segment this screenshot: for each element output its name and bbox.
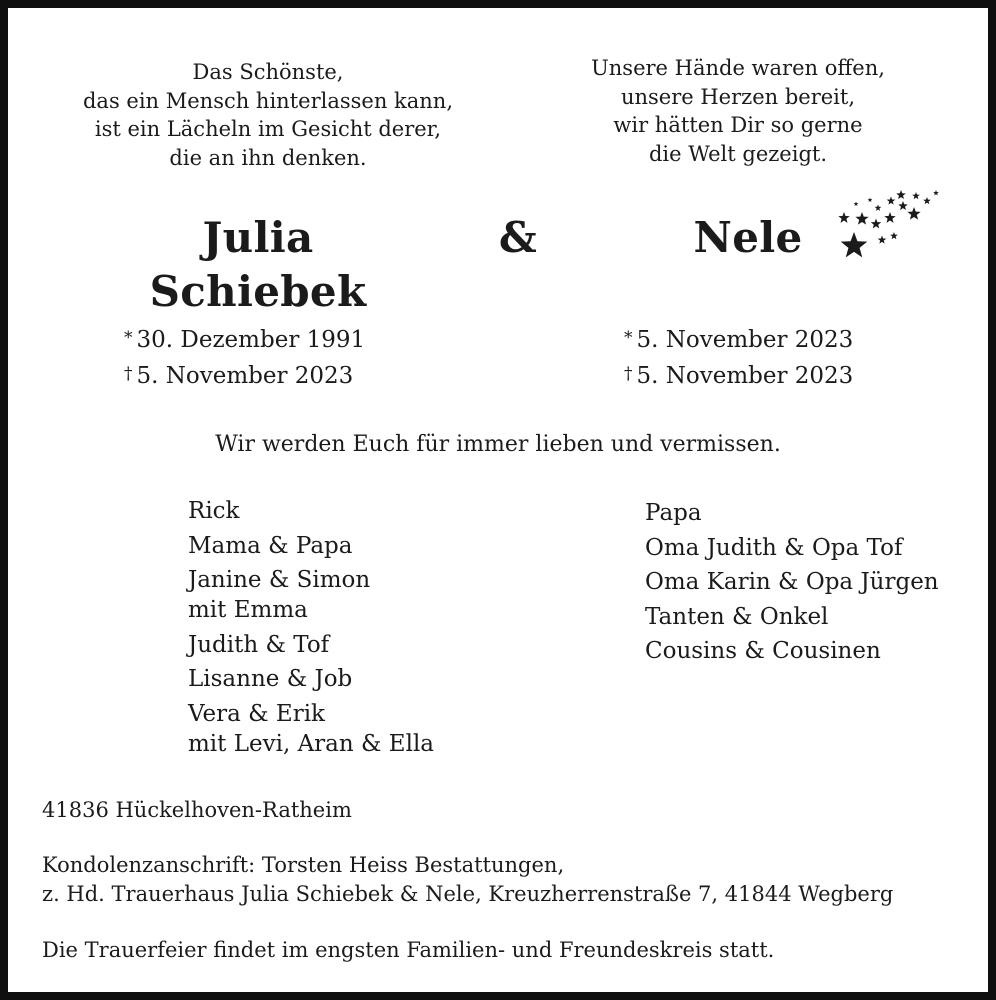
star-icon (841, 232, 868, 257)
mourners-left (188, 496, 434, 763)
list-item: Cousins & Cousinen (645, 638, 881, 664)
verse-right-line: unsere Herzen bereit, (620, 84, 856, 109)
death-date: 5. November 2023 (636, 363, 854, 389)
stars-icon (830, 184, 940, 264)
star-icon (912, 192, 920, 199)
birth-date-row (124, 321, 365, 357)
birth-date: 5. November 2023 (636, 327, 854, 353)
birth-symbol: * (624, 328, 633, 348)
star-icon (878, 236, 887, 244)
verse-right-line: die Welt gezeigt. (648, 141, 828, 166)
star-icon (871, 219, 881, 229)
star-icon (887, 197, 896, 205)
star-icon (854, 202, 859, 207)
condolence-line: z. Hd. Trauerhaus Julia Schiebek & Nele, Kreuzherrenstraße 7, 41844 Wegberg (42, 882, 894, 906)
star-icon (855, 212, 868, 225)
death-date: 5. November 2023 (136, 363, 354, 389)
verse-left-line: Das Schönste, (192, 60, 344, 84)
star-icon (907, 207, 920, 220)
ceremony-note: Die Trauerfeier findet im engsten Familien- und Freundeskreis statt. (42, 938, 775, 962)
ampersand: & (498, 213, 538, 262)
list-item: Janine & Simon mit Emma (188, 567, 371, 623)
star-icon (838, 212, 849, 223)
list-item: Oma Karin & Opa Jürgen (645, 569, 939, 595)
list-item: Tanten & Onkel (645, 603, 829, 630)
deceased-left-name (108, 211, 408, 319)
deceased-left-first-name: Julia (202, 213, 314, 262)
birth-date: 30. Dezember 1991 (136, 327, 366, 353)
star-icon (933, 190, 939, 195)
list-item: Vera & Erik mit Levi, Aran & Ella (188, 700, 435, 757)
farewell-message: Wir werden Euch für immer lieben und vermissen. (215, 432, 781, 457)
star-icon (896, 190, 906, 199)
star-icon (868, 198, 873, 203)
list-item: Lisanne & Job (188, 666, 353, 692)
death-date-row (624, 357, 853, 393)
verse-right-line: Unsere Hände waren offen, (591, 56, 885, 80)
verse-right (538, 54, 938, 168)
star-icon (884, 212, 895, 223)
verse-right-line: wir hätten Dir so gerne (613, 113, 863, 137)
death-symbol: † (124, 364, 133, 384)
star-icon (890, 232, 898, 239)
list-item: Judith & Tof (188, 631, 330, 658)
condolence-line: Kondolenzanschrift: Torsten Heiss Bestattungen, (42, 853, 565, 877)
verse-left (68, 58, 468, 172)
deceased-left-dates (124, 321, 365, 393)
death-symbol: † (624, 364, 633, 384)
death-date-row (124, 357, 365, 393)
star-icon (875, 205, 882, 211)
verse-left-line: das ein Mensch hinterlassen kann, (82, 88, 453, 113)
star-icon (923, 197, 931, 204)
list-item: Rick (188, 498, 240, 524)
list-item: Oma Judith & Opa Tof (645, 534, 903, 561)
deceased-left-last-name: Schiebek (149, 267, 367, 316)
deceased-right-dates (624, 321, 853, 393)
birth-date-row (624, 321, 853, 357)
condolence-address (42, 851, 893, 909)
list-item: Mama & Papa (188, 532, 353, 559)
mourners-right (645, 498, 939, 671)
list-item: Papa (645, 500, 702, 526)
star-icon (898, 201, 908, 210)
place: 41836 Hückelhoven-Ratheim (42, 798, 352, 822)
birth-symbol: * (124, 328, 133, 348)
deceased-right-name: Nele (693, 213, 803, 262)
verse-left-line: die an ihn denken. (169, 145, 367, 170)
verse-left-line: ist ein Lächeln im Gesicht derer, (94, 117, 442, 141)
